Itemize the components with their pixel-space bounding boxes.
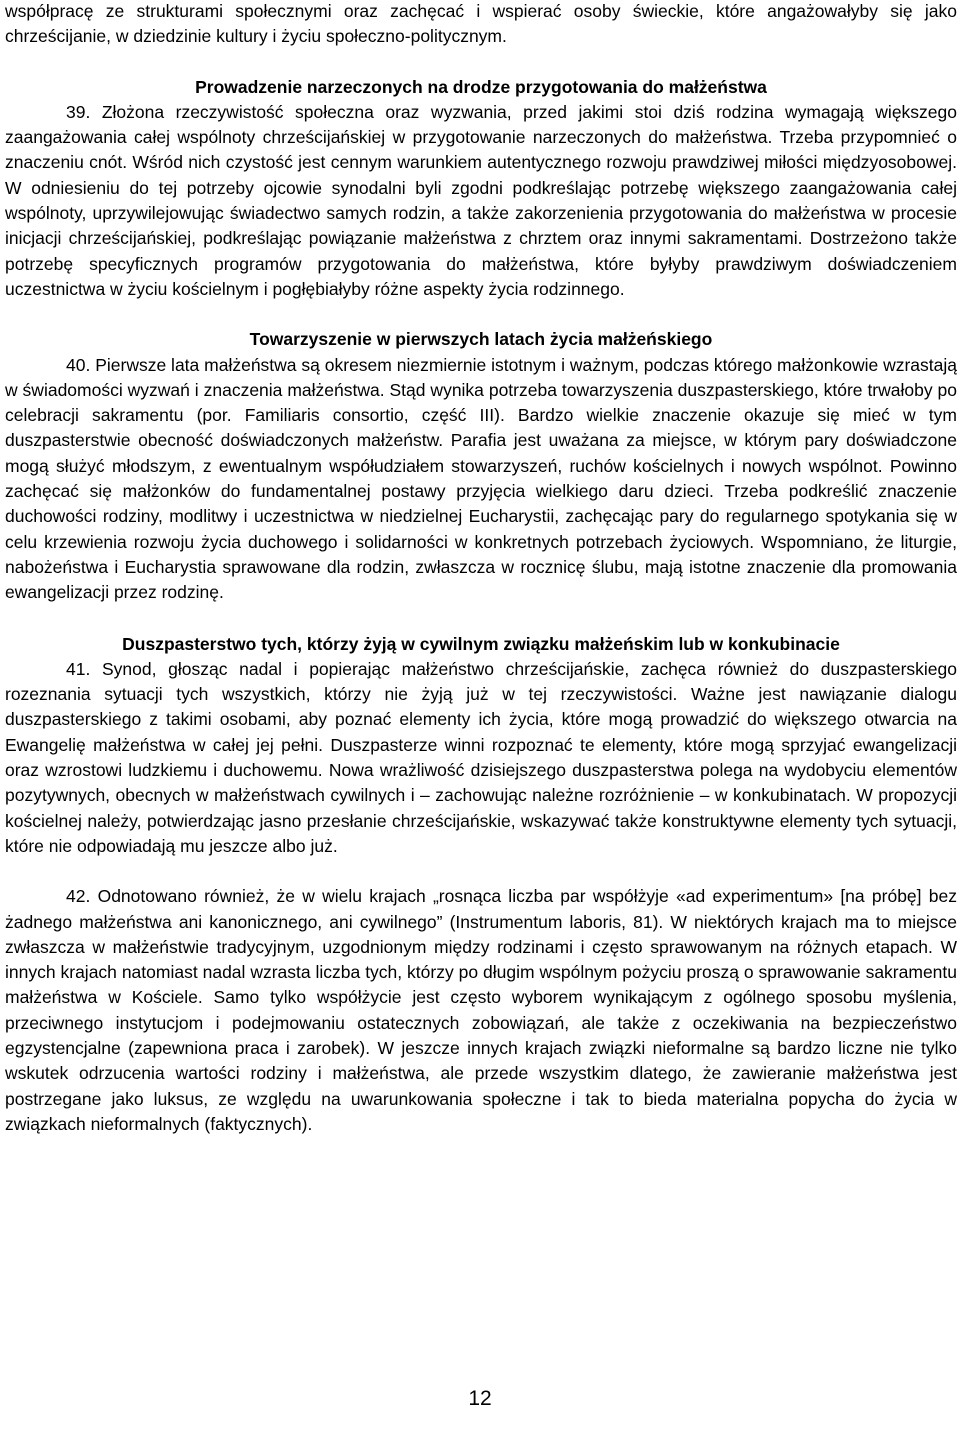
section-heading-civil-unions: Duszpasterstwo tych, którzy żyją w cywilnym związku małżeńskim lub w konkubinacie [122,633,840,654]
page-number: 12 [468,1387,492,1410]
section-heading-marriage-preparation: Prowadzenie narzeczonych na drodze przygotowania do małżeństwa [195,76,767,97]
paragraph-40: 40. Pierwsze lata małżeństwa są okresem niezmiernie istotnym i ważnym, podczas którego małżonkowie wzrastają w świadomości wyzwań i znaczenia małżeństwa. Stąd wynika potrzeba towarzyszenia duszpasterskiego, które trwałoby po celebracji sakramentu (por. Familiaris consortio, część III). Bardzo wielkie znaczenie okazuje się mieć w tym duszpasterstwie obecność doświadczonych małżeństw. Parafia jest uważana za miejsce, w którym pary doświadczone mogą służyć młodszym, z ewentualnym współudziałem stowarzyszeń, ruchów kościelnych i nowych wspólnot. Powinno zachęcać się małżonków do fundamentalnej postawy przyjęcia wielkiego daru dzieci. Trzeba podkreślić znaczenie duchowości rodziny, modlitwy i uczestnictwa w niedzielnej Eucharystii, zachęcając pary do regularnego spotykania się w celu krzewienia rozwoju życia duchowego i solidarności w konkretnych potrzebach życiowych. Wspomniano, że liturgie, nabożeństwa i Eucharystia sprawowane dla rodzin, zwłaszcza w rocznicę ślubu, mają istotne znaczenie dla promowania ewangelizacji przez rodzinę. [5,354,957,603]
paragraph-39: 39. Złożona rzeczywistość społeczna oraz wyzwania, przed jakimi stoi dziś rodzina wymagają większego zaangażowania całej wspólnoty chrześcijańskiej w przygotowanie narzeczonych do małżeństwa. Trzeba przypomnieć o znaczeniu cnót. Wśród nich czystość jest cennym warunkiem autentycznego rozwoju prawdziwej miłości międzyosobowej. W odniesieniu do tej potrzeby ojcowie synodalni byli zgodni podkreślając potrzebę większego zaangażowania całej wspólnoty, uprzywilejowując świadectwo samych rodzin, a także zakorzenienia przygotowania do małżeństwa w procesie inicjacji chrześcijańskiej, podkreślając powiązanie małżeństwa z chrztem oraz innymi sakramentami. Dostrzeżono także potrzebę specyficznych programów przygotowania do małżeństwa, które byłyby prawdziwym doświadczeniem uczestnictwa w życiu kościelnym i pogłębiałyby różne aspekty życia rodzinnego. [5,101,957,299]
section-heading-early-marriage: Towarzyszenie w pierwszych latach życia małżeńskiego [249,329,713,350]
document-page [5,0,957,1137]
body-paragraph-continued: współpracę ze strukturami społecznymi oraz zachęcać i wspierać osoby świeckie, które angażowałyby się jako chrześcijanie, w dziedzinie kultury i życiu społeczno-politycznym. [5,1,957,47]
paragraph-42: 42. Odnotowano również, że w wielu krajach „rosnąca liczba par współżyje «ad experimentum» [na próbę] bez żadnego małżeństwa ani kanonicznego, ani cywilnego” (Instrumentum laboris, 81). W niektórych krajach ma to miejsce zwłaszcza w małżeństwie tradycyjnym, uzgodnionym między rodzinami i często sprawowanym na różnych etapach. W innych krajach natomiast nadal wzrasta liczba tych, którzy po długim wspólnym pożyciu proszą o sprawowanie sakramentu małżeństwa w Kościele. Samo tylko współżycie jest często wyborem wynikającym z ogólnego sposobu myślenia, przeciwnego instytucjom i podejmowaniu ostatecznych zobowiązań, ale także z oczekiwania na bezpieczeństwo egzystencjalne (zapewniona praca i zarobek). W jeszcze innych krajach związki nieformalne są bardzo liczne nie tylko wskutek odrzucenia wartości rodziny i małżeństwa, ale przede wszystkim dlatego, że zawieranie małżeństwa jest postrzegane jako luksus, ze względu na uwarunkowania społeczne i tak to bieda materialna popycha do życia w związkach nieformalnych (faktycznych). [5,886,957,1134]
paragraph-41: 41. Synod, głosząc nadal i popierając małżeństwo chrześcijańskie, zachęca również do duszpasterskiego rozeznania sytuacji tych wszystkich, którzy nie żyją już w tej rzeczywistości. Ważne jest nawiązanie dialogu duszpasterskiego z takimi osobami, aby poznać elementy ich życia, które mogą prowadzić do większego otwarcia na Ewangelię małżeństwa w całej jej pełni. Duszpasterze winni rozpoznać te elementy, które mogą sprzyjać ewangelizacji oraz wzrostowi ludzkiemu i duchowemu. Nowa wrażliwość dzisiejszego duszpasterstwa polega na wydobyciu elementów pozytywnych, obecnych w małżeństwach cywilnych i – zachowując należne rozróżnienie – w konkubinatach. W propozycji kościelnej należy, potwierdzając jasno przesłanie chrześcijańskie, wskazywać także konstruktywne elementy tych sytuacji, które nie odpowiadają mu jeszcze albo już. [5,658,957,856]
